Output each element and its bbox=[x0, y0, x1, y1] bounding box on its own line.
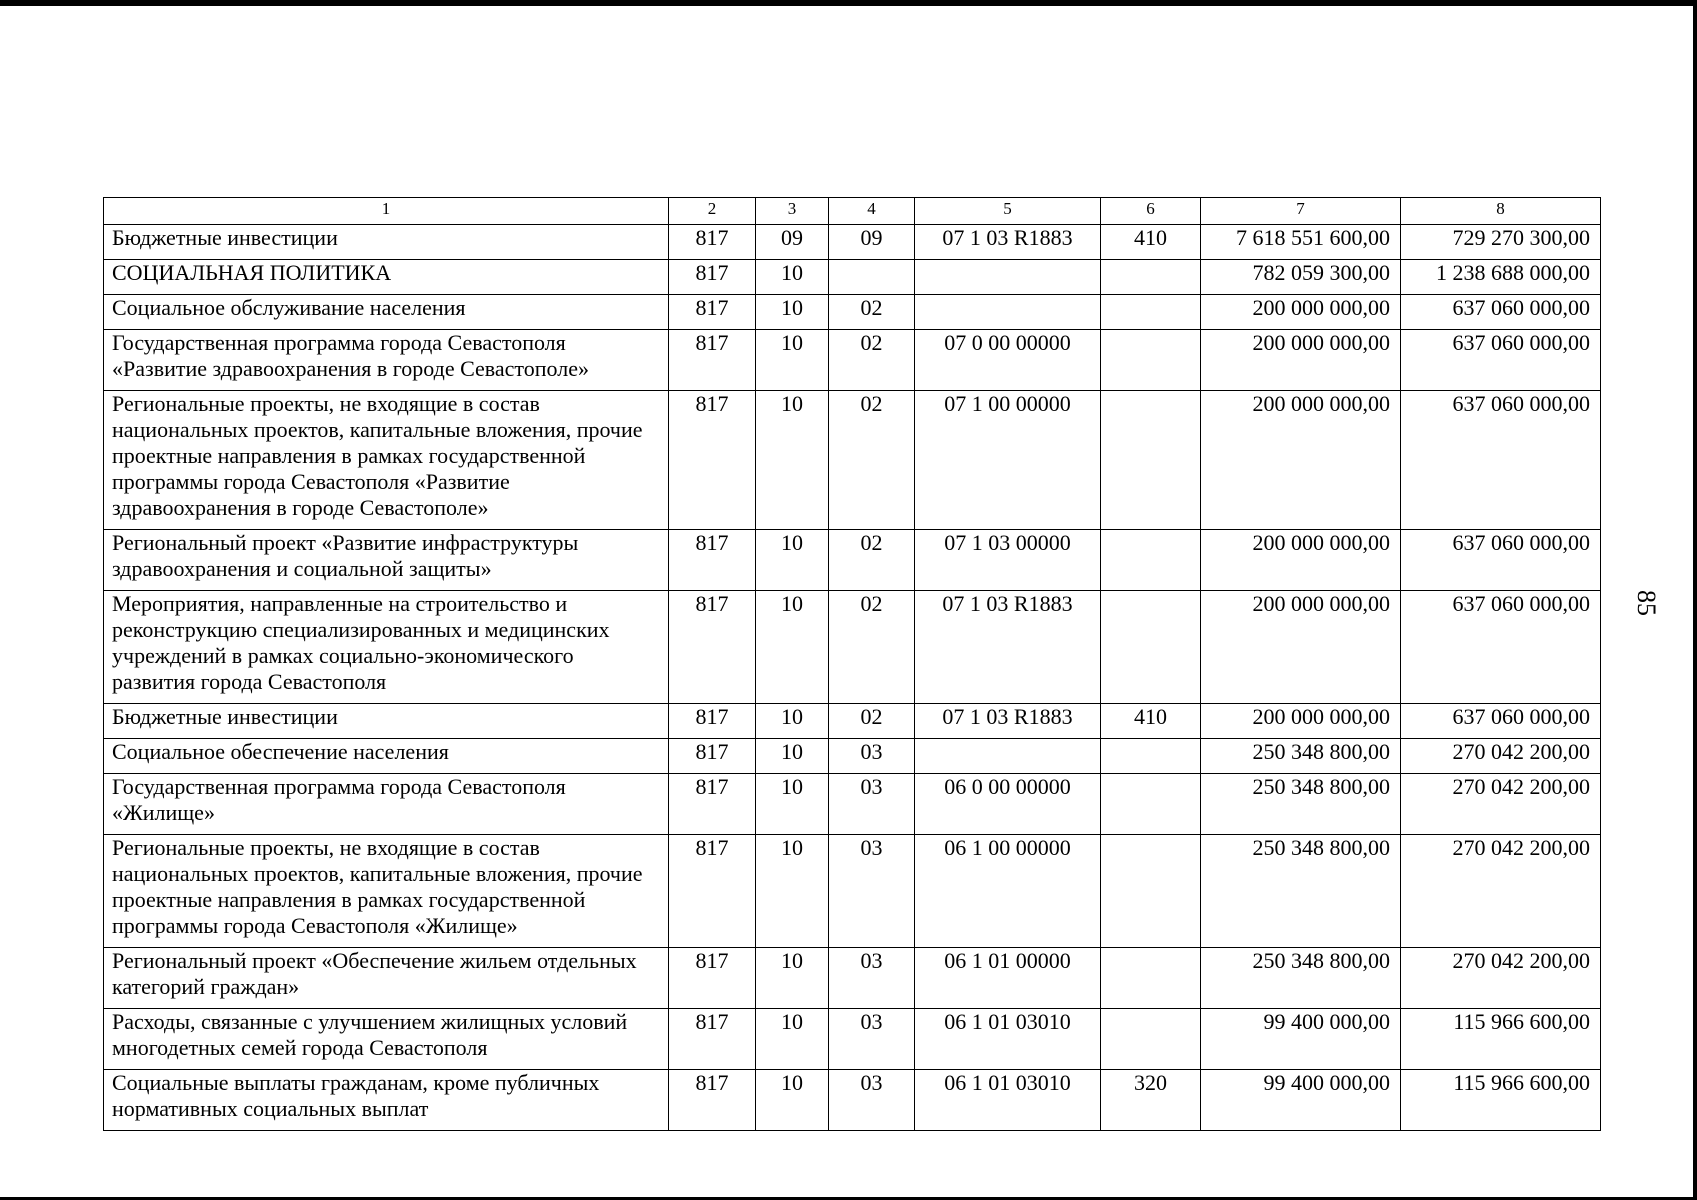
subsection-code-cell: 02 bbox=[829, 704, 915, 739]
column-header: 2 bbox=[669, 198, 756, 225]
amount-year1-cell: 200 000 000,00 bbox=[1201, 704, 1401, 739]
column-header: 1 bbox=[104, 198, 669, 225]
amount-year2-cell: 270 042 200,00 bbox=[1401, 739, 1601, 774]
target-article-cell bbox=[915, 295, 1101, 330]
expense-type-cell bbox=[1101, 530, 1201, 591]
table-row bbox=[104, 330, 1601, 391]
ministry-code-cell: 817 bbox=[669, 530, 756, 591]
amount-year2-cell: 637 060 000,00 bbox=[1401, 295, 1601, 330]
row-name-cell: Социальные выплаты гражданам, кроме публичных нормативных социальных выплат bbox=[104, 1070, 669, 1131]
row-name-cell: Государственная программа города Севастополя «Развитие здравоохранения в городе Севастополе» bbox=[104, 330, 669, 391]
expense-type-cell bbox=[1101, 739, 1201, 774]
ministry-code-cell: 817 bbox=[669, 1070, 756, 1131]
section-code-cell: 10 bbox=[756, 948, 829, 1009]
budget-table bbox=[103, 197, 1601, 1131]
subsection-code-cell: 09 bbox=[829, 225, 915, 260]
amount-year1-cell: 250 348 800,00 bbox=[1201, 835, 1401, 948]
row-name-cell: Мероприятия, направленные на строительство и реконструкцию специализированных и медицинских учреждений в рамках социально-экономического развития города Севастополя bbox=[104, 591, 669, 704]
target-article-cell: 06 1 01 00000 bbox=[915, 948, 1101, 1009]
scan-top-border bbox=[0, 0, 1697, 6]
row-name-cell: Региональные проекты, не входящие в состав национальных проектов, капитальные вложения, прочие проектные направления в рамках государственной программы города Севастополя «Развитие здравоохранения в городе Севастополе» bbox=[104, 391, 669, 530]
table-row bbox=[104, 225, 1601, 260]
section-code-cell: 10 bbox=[756, 1009, 829, 1070]
amount-year2-cell: 1 238 688 000,00 bbox=[1401, 260, 1601, 295]
amount-year2-cell: 270 042 200,00 bbox=[1401, 948, 1601, 1009]
target-article-cell: 07 1 00 00000 bbox=[915, 391, 1101, 530]
amount-year2-cell: 637 060 000,00 bbox=[1401, 591, 1601, 704]
expense-type-cell bbox=[1101, 391, 1201, 530]
page-number: 85 bbox=[1632, 590, 1661, 616]
amount-year2-cell: 637 060 000,00 bbox=[1401, 530, 1601, 591]
table-row bbox=[104, 1009, 1601, 1070]
subsection-code-cell bbox=[829, 260, 915, 295]
table-body bbox=[104, 225, 1601, 1131]
ministry-code-cell: 817 bbox=[669, 260, 756, 295]
amount-year2-cell: 115 966 600,00 bbox=[1401, 1009, 1601, 1070]
column-header: 7 bbox=[1201, 198, 1401, 225]
ministry-code-cell: 817 bbox=[669, 330, 756, 391]
expense-type-cell bbox=[1101, 774, 1201, 835]
row-name-cell: Расходы, связанные с улучшением жилищных условий многодетных семей города Севастополя bbox=[104, 1009, 669, 1070]
amount-year1-cell: 200 000 000,00 bbox=[1201, 391, 1401, 530]
table-row bbox=[104, 948, 1601, 1009]
column-header: 4 bbox=[829, 198, 915, 225]
amount-year2-cell: 729 270 300,00 bbox=[1401, 225, 1601, 260]
subsection-code-cell: 03 bbox=[829, 948, 915, 1009]
section-code-cell: 10 bbox=[756, 1070, 829, 1131]
target-article-cell: 06 1 00 00000 bbox=[915, 835, 1101, 948]
amount-year1-cell: 250 348 800,00 bbox=[1201, 739, 1401, 774]
amount-year2-cell: 270 042 200,00 bbox=[1401, 774, 1601, 835]
table-row bbox=[104, 260, 1601, 295]
table-row bbox=[104, 391, 1601, 530]
amount-year2-cell: 270 042 200,00 bbox=[1401, 835, 1601, 948]
amount-year2-cell: 637 060 000,00 bbox=[1401, 704, 1601, 739]
target-article-cell: 07 1 03 00000 bbox=[915, 530, 1101, 591]
amount-year1-cell: 99 400 000,00 bbox=[1201, 1009, 1401, 1070]
ministry-code-cell: 817 bbox=[669, 835, 756, 948]
target-article-cell bbox=[915, 260, 1101, 295]
subsection-code-cell: 02 bbox=[829, 591, 915, 704]
column-header: 3 bbox=[756, 198, 829, 225]
section-code-cell: 10 bbox=[756, 260, 829, 295]
table-row bbox=[104, 835, 1601, 948]
ministry-code-cell: 817 bbox=[669, 295, 756, 330]
expense-type-cell: 320 bbox=[1101, 1070, 1201, 1131]
row-name-cell: Бюджетные инвестиции bbox=[104, 704, 669, 739]
amount-year1-cell: 200 000 000,00 bbox=[1201, 330, 1401, 391]
row-name-cell: Государственная программа города Севастополя «Жилище» bbox=[104, 774, 669, 835]
ministry-code-cell: 817 bbox=[669, 739, 756, 774]
row-name-cell: Региональные проекты, не входящие в состав национальных проектов, капитальные вложения, прочие проектные направления в рамках государственной программы города Севастополя «Жилище» bbox=[104, 835, 669, 948]
amount-year1-cell: 250 348 800,00 bbox=[1201, 774, 1401, 835]
amount-year1-cell: 200 000 000,00 bbox=[1201, 295, 1401, 330]
table-row bbox=[104, 704, 1601, 739]
column-header: 6 bbox=[1101, 198, 1201, 225]
row-name-cell: Социальное обеспечение населения bbox=[104, 739, 669, 774]
amount-year2-cell: 637 060 000,00 bbox=[1401, 330, 1601, 391]
subsection-code-cell: 03 bbox=[829, 1009, 915, 1070]
table-row bbox=[104, 1070, 1601, 1131]
expense-type-cell: 410 bbox=[1101, 225, 1201, 260]
section-code-cell: 09 bbox=[756, 225, 829, 260]
row-name-cell: СОЦИАЛЬНАЯ ПОЛИТИКА bbox=[104, 260, 669, 295]
amount-year2-cell: 637 060 000,00 bbox=[1401, 391, 1601, 530]
table-row bbox=[104, 591, 1601, 704]
section-code-cell: 10 bbox=[756, 330, 829, 391]
expense-type-cell bbox=[1101, 330, 1201, 391]
expense-type-cell bbox=[1101, 1009, 1201, 1070]
target-article-cell: 07 1 03 R1883 bbox=[915, 591, 1101, 704]
ministry-code-cell: 817 bbox=[669, 1009, 756, 1070]
subsection-code-cell: 03 bbox=[829, 1070, 915, 1131]
subsection-code-cell: 02 bbox=[829, 391, 915, 530]
row-name-cell: Региональный проект «Обеспечение жильем отдельных категорий граждан» bbox=[104, 948, 669, 1009]
target-article-cell: 07 0 00 00000 bbox=[915, 330, 1101, 391]
target-article-cell: 07 1 03 R1883 bbox=[915, 225, 1101, 260]
subsection-code-cell: 02 bbox=[829, 530, 915, 591]
amount-year1-cell: 7 618 551 600,00 bbox=[1201, 225, 1401, 260]
amount-year2-cell: 115 966 600,00 bbox=[1401, 1070, 1601, 1131]
amount-year1-cell: 200 000 000,00 bbox=[1201, 591, 1401, 704]
expense-type-cell bbox=[1101, 948, 1201, 1009]
expense-type-cell bbox=[1101, 591, 1201, 704]
target-article-cell: 07 1 03 R1883 bbox=[915, 704, 1101, 739]
amount-year1-cell: 200 000 000,00 bbox=[1201, 530, 1401, 591]
ministry-code-cell: 817 bbox=[669, 391, 756, 530]
section-code-cell: 10 bbox=[756, 530, 829, 591]
target-article-cell bbox=[915, 739, 1101, 774]
expense-type-cell: 410 bbox=[1101, 704, 1201, 739]
section-code-cell: 10 bbox=[756, 739, 829, 774]
ministry-code-cell: 817 bbox=[669, 774, 756, 835]
section-code-cell: 10 bbox=[756, 295, 829, 330]
amount-year1-cell: 99 400 000,00 bbox=[1201, 1070, 1401, 1131]
column-header: 8 bbox=[1401, 198, 1601, 225]
expense-type-cell bbox=[1101, 260, 1201, 295]
target-article-cell: 06 1 01 03010 bbox=[915, 1070, 1101, 1131]
subsection-code-cell: 03 bbox=[829, 739, 915, 774]
section-code-cell: 10 bbox=[756, 391, 829, 530]
table-row bbox=[104, 774, 1601, 835]
row-name-cell: Социальное обслуживание населения bbox=[104, 295, 669, 330]
target-article-cell: 06 0 00 00000 bbox=[915, 774, 1101, 835]
subsection-code-cell: 02 bbox=[829, 330, 915, 391]
target-article-cell: 06 1 01 03010 bbox=[915, 1009, 1101, 1070]
table-row bbox=[104, 739, 1601, 774]
ministry-code-cell: 817 bbox=[669, 225, 756, 260]
section-code-cell: 10 bbox=[756, 591, 829, 704]
ministry-code-cell: 817 bbox=[669, 948, 756, 1009]
row-name-cell: Бюджетные инвестиции bbox=[104, 225, 669, 260]
ministry-code-cell: 817 bbox=[669, 704, 756, 739]
expense-type-cell bbox=[1101, 835, 1201, 948]
section-code-cell: 10 bbox=[756, 835, 829, 948]
amount-year1-cell: 782 059 300,00 bbox=[1201, 260, 1401, 295]
section-code-cell: 10 bbox=[756, 774, 829, 835]
subsection-code-cell: 03 bbox=[829, 835, 915, 948]
ministry-code-cell: 817 bbox=[669, 591, 756, 704]
amount-year1-cell: 250 348 800,00 bbox=[1201, 948, 1401, 1009]
table-row bbox=[104, 530, 1601, 591]
subsection-code-cell: 02 bbox=[829, 295, 915, 330]
section-code-cell: 10 bbox=[756, 704, 829, 739]
header-row bbox=[104, 198, 1601, 225]
scan-right-border bbox=[1693, 0, 1697, 1200]
column-header: 5 bbox=[915, 198, 1101, 225]
subsection-code-cell: 03 bbox=[829, 774, 915, 835]
table-row bbox=[104, 295, 1601, 330]
expense-type-cell bbox=[1101, 295, 1201, 330]
row-name-cell: Региональный проект «Развитие инфраструктуры здравоохранения и социальной защиты» bbox=[104, 530, 669, 591]
